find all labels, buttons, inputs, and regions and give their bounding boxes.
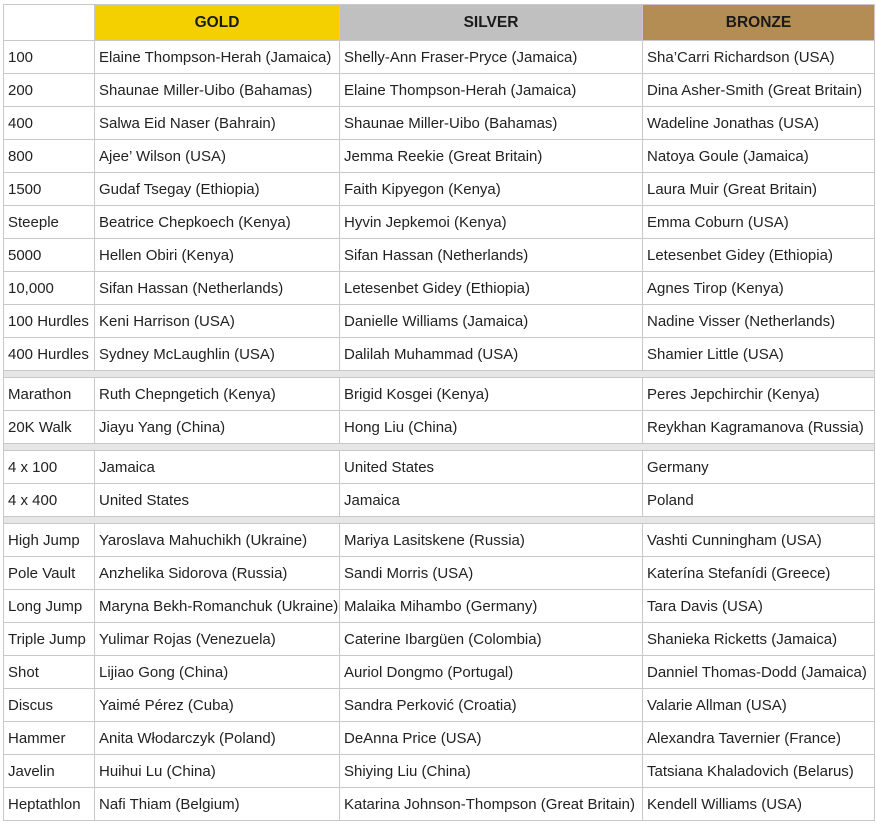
bronze-cell: Letesenbet Gidey (Ethiopia) (643, 239, 875, 272)
gold-cell: Yulimar Rojas (Venezuela) (95, 623, 340, 656)
bronze-cell: Kendell Williams (USA) (643, 788, 875, 821)
event-cell: High Jump (4, 524, 95, 557)
event-cell: Shot (4, 656, 95, 689)
event-cell: 800 (4, 140, 95, 173)
table-row (4, 557, 875, 590)
bronze-cell: Wadeline Jonathas (USA) (643, 107, 875, 140)
table-row (4, 524, 875, 557)
gold-cell: Anita Włodarczyk (Poland) (95, 722, 340, 755)
table-row (4, 305, 875, 338)
event-cell: 400 Hurdles (4, 338, 95, 371)
table-row (4, 689, 875, 722)
header-row (4, 5, 875, 41)
bronze-cell: Dina Asher-Smith (Great Britain) (643, 74, 875, 107)
gold-cell: Sifan Hassan (Netherlands) (95, 272, 340, 305)
group-separator-cell (4, 371, 875, 378)
event-cell: 200 (4, 74, 95, 107)
event-cell: 4 x 400 (4, 484, 95, 517)
gold-cell: Gudaf Tsegay (Ethiopia) (95, 173, 340, 206)
bronze-cell: Shamier Little (USA) (643, 338, 875, 371)
table-row (4, 239, 875, 272)
event-cell: Marathon (4, 378, 95, 411)
gold-cell: United States (95, 484, 340, 517)
gold-cell: Ajee’ Wilson (USA) (95, 140, 340, 173)
group-separator (4, 444, 875, 451)
silver-cell: Hyvin Jepkemoi (Kenya) (340, 206, 643, 239)
table-row (4, 755, 875, 788)
bronze-cell: Shanieka Ricketts (Jamaica) (643, 623, 875, 656)
group-separator (4, 371, 875, 378)
event-cell: Triple Jump (4, 623, 95, 656)
silver-cell: DeAnna Price (USA) (340, 722, 643, 755)
bronze-cell: Danniel Thomas-Dodd (Jamaica) (643, 656, 875, 689)
silver-cell: United States (340, 451, 643, 484)
gold-cell: Lijiao Gong (China) (95, 656, 340, 689)
silver-cell: Sandra Perković (Croatia) (340, 689, 643, 722)
gold-cell: Keni Harrison (USA) (95, 305, 340, 338)
table-row (4, 206, 875, 239)
gold-cell: Salwa Eid Naser (Bahrain) (95, 107, 340, 140)
gold-cell: Shaunae Miller-Uibo (Bahamas) (95, 74, 340, 107)
gold-cell: Sydney McLaughlin (USA) (95, 338, 340, 371)
medal-table-header (4, 5, 875, 41)
silver-cell: Auriol Dongmo (Portugal) (340, 656, 643, 689)
bronze-cell: Tatsiana Khaladovich (Belarus) (643, 755, 875, 788)
header-event (4, 5, 95, 41)
silver-cell: Sandi Morris (USA) (340, 557, 643, 590)
table-row (4, 107, 875, 140)
silver-cell: Hong Liu (China) (340, 411, 643, 444)
silver-cell: Mariya Lasitskene (Russia) (340, 524, 643, 557)
silver-cell: Katarina Johnson-Thompson (Great Britain) (340, 788, 643, 821)
table-row (4, 484, 875, 517)
event-cell: 1500 (4, 173, 95, 206)
gold-cell: Yaimé Pérez (Cuba) (95, 689, 340, 722)
bronze-cell: Nadine Visser (Netherlands) (643, 305, 875, 338)
gold-cell: Ruth Chepngetich (Kenya) (95, 378, 340, 411)
silver-cell: Dalilah Muhammad (USA) (340, 338, 643, 371)
silver-cell: Caterine Ibargüen (Colombia) (340, 623, 643, 656)
silver-cell: Danielle Williams (Jamaica) (340, 305, 643, 338)
bronze-cell: Alexandra Tavernier (France) (643, 722, 875, 755)
group-separator-cell (4, 444, 875, 451)
silver-cell: Elaine Thompson-Herah (Jamaica) (340, 74, 643, 107)
event-cell: Discus (4, 689, 95, 722)
silver-cell: Shaunae Miller-Uibo (Bahamas) (340, 107, 643, 140)
bronze-cell: Natoya Goule (Jamaica) (643, 140, 875, 173)
gold-cell: Jiayu Yang (China) (95, 411, 340, 444)
event-cell: 400 (4, 107, 95, 140)
bronze-cell: Poland (643, 484, 875, 517)
header-silver: SILVER (340, 5, 643, 41)
event-cell: 20K Walk (4, 411, 95, 444)
silver-cell: Shiying Liu (China) (340, 755, 643, 788)
silver-cell: Jamaica (340, 484, 643, 517)
table-row (4, 272, 875, 305)
bronze-cell: Katerína Stefanídi (Greece) (643, 557, 875, 590)
bronze-cell: Agnes Tirop (Kenya) (643, 272, 875, 305)
table-row (4, 378, 875, 411)
event-cell: Steeple (4, 206, 95, 239)
medal-table-body (4, 41, 875, 821)
silver-cell: Sifan Hassan (Netherlands) (340, 239, 643, 272)
silver-cell: Malaika Mihambo (Germany) (340, 590, 643, 623)
event-cell: Long Jump (4, 590, 95, 623)
silver-cell: Jemma Reekie (Great Britain) (340, 140, 643, 173)
silver-cell: Faith Kipyegon (Kenya) (340, 173, 643, 206)
event-cell: Javelin (4, 755, 95, 788)
bronze-cell: Tara Davis (USA) (643, 590, 875, 623)
bronze-cell: Laura Muir (Great Britain) (643, 173, 875, 206)
gold-cell: Yaroslava Mahuchikh (Ukraine) (95, 524, 340, 557)
table-row (4, 41, 875, 74)
group-separator (4, 517, 875, 524)
table-row (4, 623, 875, 656)
gold-cell: Huihui Lu (China) (95, 755, 340, 788)
event-cell: 5000 (4, 239, 95, 272)
event-cell: 100 (4, 41, 95, 74)
event-cell: Pole Vault (4, 557, 95, 590)
bronze-cell: Peres Jepchirchir (Kenya) (643, 378, 875, 411)
table-row (4, 590, 875, 623)
silver-cell: Letesenbet Gidey (Ethiopia) (340, 272, 643, 305)
gold-cell: Anzhelika Sidorova (Russia) (95, 557, 340, 590)
table-row (4, 788, 875, 821)
event-cell: 10,000 (4, 272, 95, 305)
gold-cell: Elaine Thompson-Herah (Jamaica) (95, 41, 340, 74)
silver-cell: Brigid Kosgei (Kenya) (340, 378, 643, 411)
silver-cell: Shelly-Ann Fraser-Pryce (Jamaica) (340, 41, 643, 74)
table-row (4, 451, 875, 484)
bronze-cell: Vashti Cunningham (USA) (643, 524, 875, 557)
table-row (4, 140, 875, 173)
header-bronze: BRONZE (643, 5, 875, 41)
group-separator-cell (4, 517, 875, 524)
bronze-cell: Emma Coburn (USA) (643, 206, 875, 239)
bronze-cell: Valarie Allman (USA) (643, 689, 875, 722)
bronze-cell: Sha’Carri Richardson (USA) (643, 41, 875, 74)
table-row (4, 656, 875, 689)
gold-cell: Jamaica (95, 451, 340, 484)
table-row (4, 338, 875, 371)
table-row (4, 74, 875, 107)
medal-table (3, 4, 875, 821)
event-cell: 100 Hurdles (4, 305, 95, 338)
event-cell: Heptathlon (4, 788, 95, 821)
gold-cell: Maryna Bekh-Romanchuk (Ukraine) (95, 590, 340, 623)
event-cell: 4 x 100 (4, 451, 95, 484)
gold-cell: Nafi Thiam (Belgium) (95, 788, 340, 821)
table-row (4, 173, 875, 206)
bronze-cell: Reykhan Kagramanova (Russia) (643, 411, 875, 444)
gold-cell: Beatrice Chepkoech (Kenya) (95, 206, 340, 239)
bronze-cell: Germany (643, 451, 875, 484)
gold-cell: Hellen Obiri (Kenya) (95, 239, 340, 272)
event-cell: Hammer (4, 722, 95, 755)
table-row (4, 722, 875, 755)
header-gold: GOLD (95, 5, 340, 41)
table-row (4, 411, 875, 444)
